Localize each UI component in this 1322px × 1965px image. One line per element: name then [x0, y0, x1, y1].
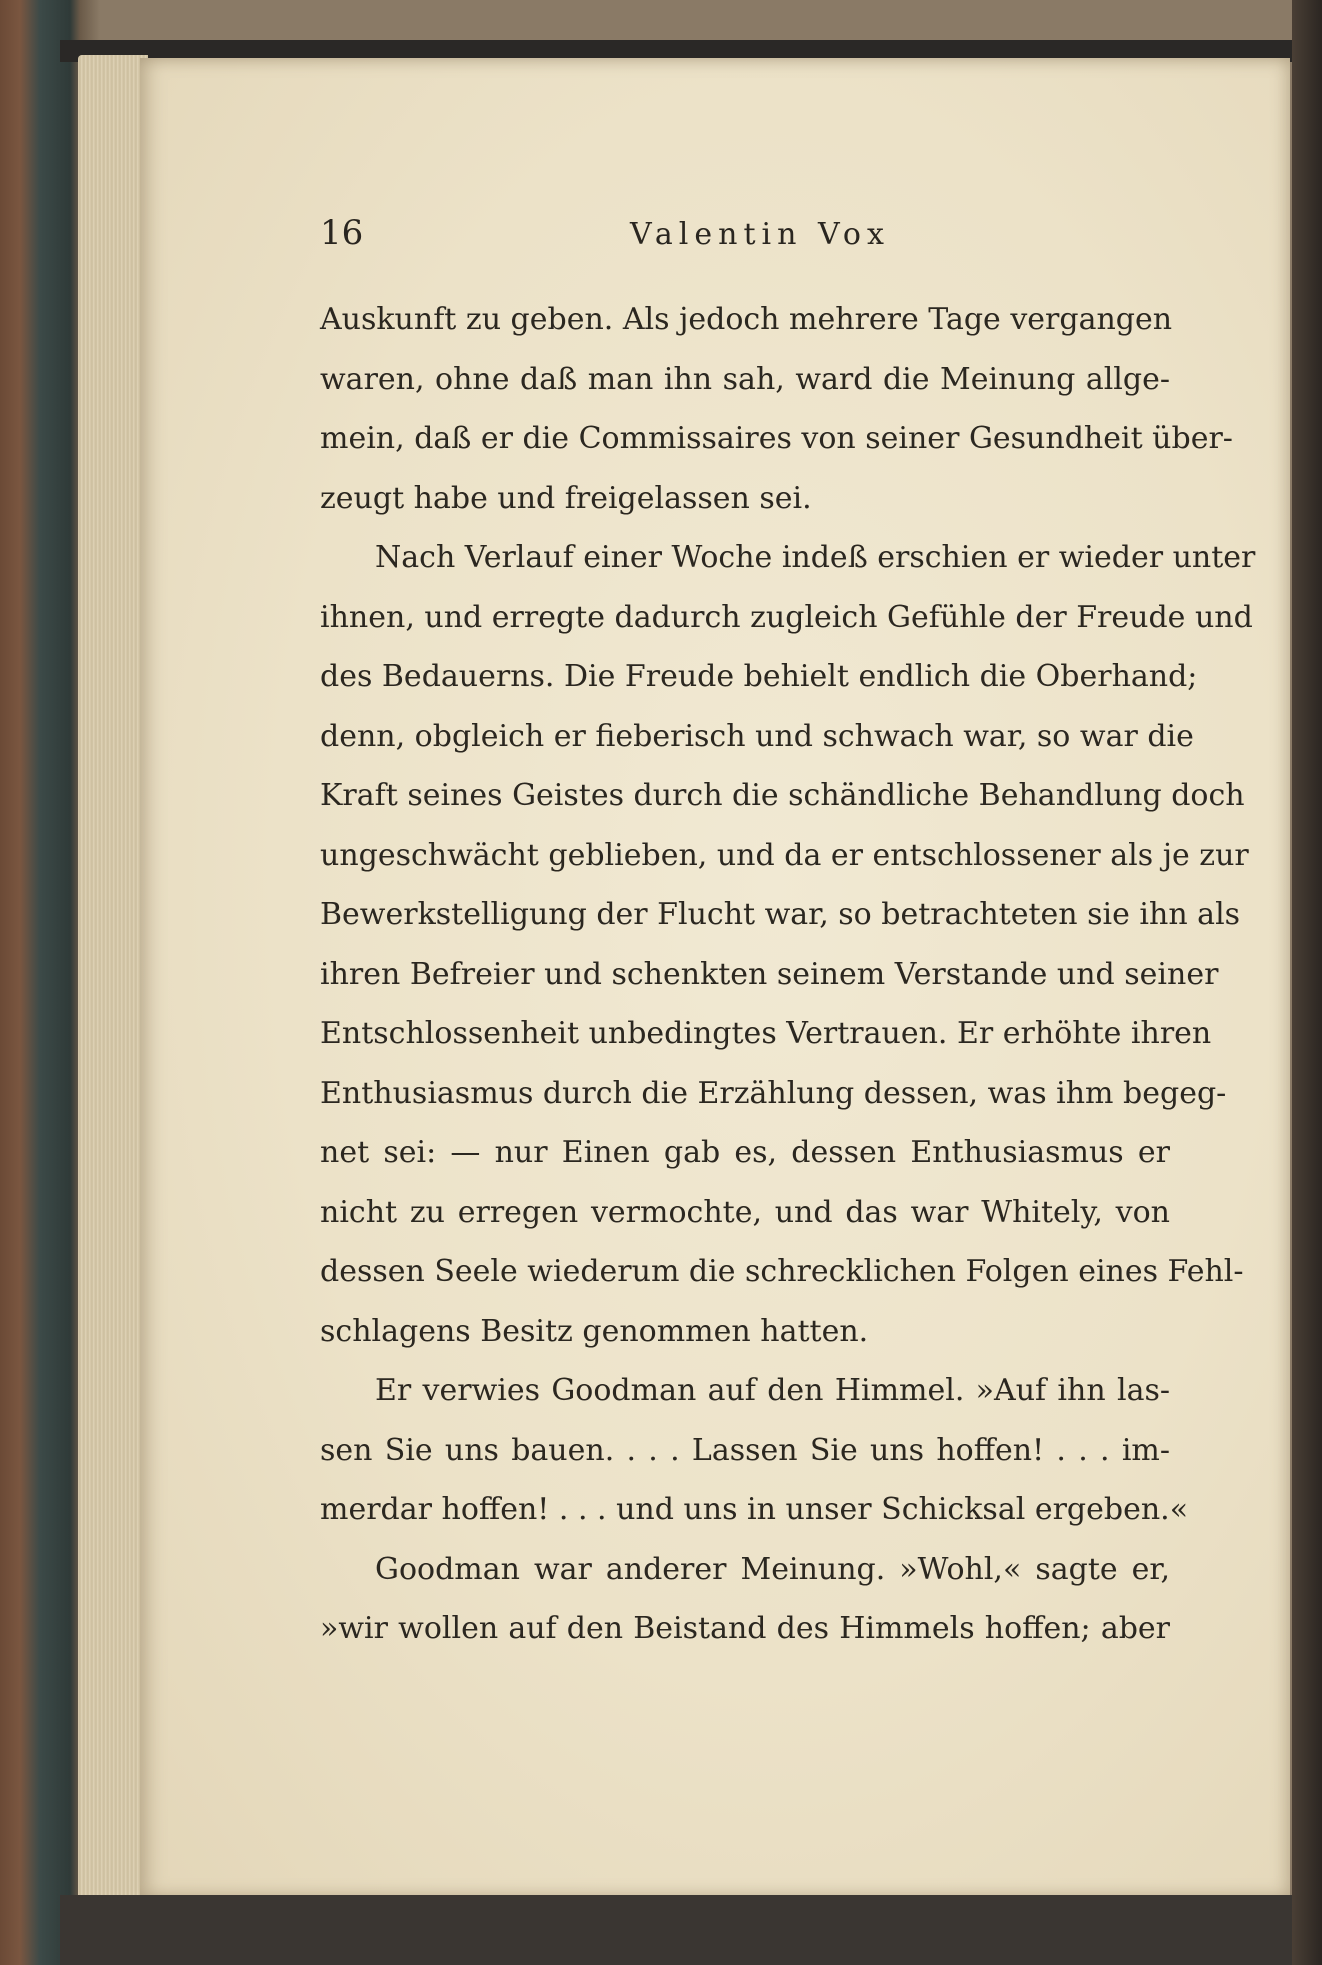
page-number: 16 [320, 213, 364, 253]
text-line: ihnen, und erregte dadurch zugleich Gefühle der Freude und [320, 599, 1253, 635]
bottom-shadow [60, 1895, 1300, 1965]
text-line: des Bedauerns. Die Freude behielt endlich die Oberhand; [320, 659, 1198, 694]
text-line: Entschlossenheit unbedingtes Vertrauen. Er erhöhte ihren [320, 1016, 1212, 1051]
text-line: Auskunft zu geben. Als jedoch mehrere Tage vergangen [320, 302, 1173, 337]
text-line: ihren Befreier und schenkten seinem Verstande und seiner [320, 956, 1219, 992]
text-line: net sei: — nur Einen gab es, dessen Enthusiasmus er [320, 1135, 1170, 1170]
text-line: denn, obgleich er fieberisch und schwach war, so war die [320, 718, 1194, 754]
text-line: sen Sie uns bauen. . . . Lassen Sie uns hoffen! . . . im- [320, 1432, 1170, 1468]
text-line: Kraft seines Geistes durch die schändliche Behandlung doch [320, 778, 1245, 813]
text-line: Goodman war anderer Meinung. »Wohl,« sagte er, [375, 1551, 1170, 1587]
text-line: Nach Verlauf einer Woche indeß erschien er wieder unter [375, 540, 1256, 575]
text-line: ungeschwächt geblieben, und da er entschlossener als je zur [320, 837, 1249, 873]
text-line: mein, daß er die Commissaires von seiner Gesundheit über- [320, 421, 1233, 456]
body-text [320, 290, 1256, 1659]
page-edges [78, 55, 148, 1905]
text-line: Er verwies Goodman auf den Himmel. »Auf ihn las- [375, 1373, 1170, 1408]
text-line: nicht zu erregen vermochte, und das war Whitely, von [320, 1194, 1170, 1230]
text-line: Enthusiasmus durch die Erzählung dessen, was ihm begeg- [320, 1075, 1227, 1111]
text-line: »wir wollen auf den Beistand des Himmels hoffen; aber [320, 1611, 1170, 1646]
text-line: Bewerkstelligung der Flucht war, so betrachteten sie ihn als [320, 897, 1241, 932]
running-title: Valentin Vox [630, 217, 890, 252]
text-line: schlagens Besitz genommen hatten. [320, 1313, 869, 1349]
text-line: merdar hoffen! . . . und uns in unser Schicksal ergeben.« [320, 1492, 1189, 1527]
text-line: waren, ohne daß man ihn sah, ward die Meinung allge- [320, 361, 1170, 397]
book-cover-edge [1292, 0, 1322, 1965]
running-head [320, 213, 1140, 263]
text-line: zeugt habe und freigelassen sei. [320, 480, 812, 516]
text-line: dessen Seele wiederum die schrecklichen Folgen eines Fehl- [320, 1254, 1244, 1289]
